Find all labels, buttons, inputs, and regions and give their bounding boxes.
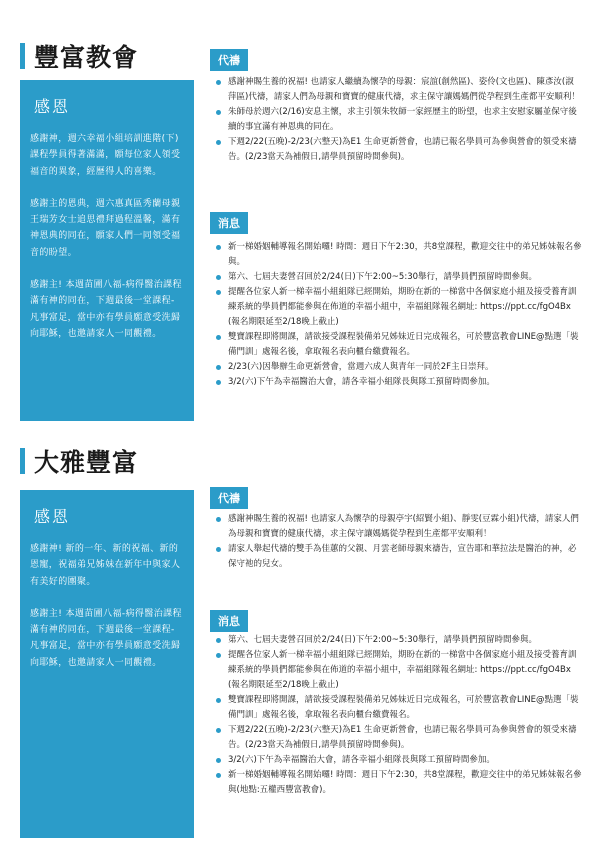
list-item: 新一梯婚姻輔導報名開始囉! 時間：週日下午2:30，共8堂課程，歡迎交往中的弟兄姊妹報名參與(地點:五權西豐富教會)。 — [212, 768, 582, 798]
panel-paragraph: 感謝主的恩典，週六惠真區秀蘭母親王瑞芳女士追思禮拜過程溫馨，滿有神恩典的同在，願家人們一同領受福音的盼望。 — [30, 198, 181, 258]
list-item: 下週2/22(五晚)-2/23(六整天)為E1 生命更新營會，也請已報名學員可為參與營會的領受來禱告。(2/23當天為補假日,請學員預留時間參與)。 — [212, 723, 582, 753]
title-accent-bar — [20, 448, 25, 474]
list-item: 感謝神賜生養的祝福! 也請家人為懷孕的母親亭宇(紹賢小組)、靜雯(豆霖小組)代禱，請家人們為母親和寶寶的健康代禱，求主保守讓媽媽從孕程到生產都平安順利！ — [212, 512, 582, 542]
prayer-list — [212, 75, 582, 165]
list-item: 雙寶課程即將開課，請欲接受課程裝備弟兄姊妹近日完成報名，可於豐富教會LINE@點選「裝備門訓」處報名後，拿取報名表向櫃台繳費報名。 — [212, 693, 582, 723]
list-item: 雙寶課程即將開課，請欲接受課程裝備弟兄姊妹近日完成報名，可於豐富教會LINE@點選「裝備門訓」處報名後，拿取報名表向櫃台繳費報名。 — [212, 330, 582, 360]
panel-paragraph: 感謝神，週六幸福小組培訓進階(下)課程學員得著滿滿，願每位家人領受福音的異象，經歷得人的喜樂。 — [30, 134, 181, 177]
list-item: 提醒各位家人新一梯幸福小組組隊已經開始，期盼在新的一梯當中各個家庭小組及接受養育訓練系統的學員們都能參與在佈道的幸福小組中，幸福組隊報名網址: https://ppt.cc/fgO4Bx (報名期限延至2/18晚上截止) — [212, 285, 582, 330]
prayer-label: 代禱 — [210, 487, 248, 509]
title-accent-bar — [20, 43, 25, 69]
prayer-list — [212, 512, 582, 572]
list-item: 第六、七屆夫妻營召回於2/24(日)下午2:00~5:30舉行，請學員們預留時間參與。 — [212, 633, 582, 648]
list-item: 提醒各位家人新一梯幸福小組組隊已經開始，期盼在新的一梯當中各個家庭小組及接受養育訓練系統的學員們都能參與在佈道的幸福小組中，幸福組隊報名網址: https://ppt.cc/fgO4Bx (報名期限延至2/18晚上截止) — [212, 648, 582, 693]
news-label: 消息 — [210, 610, 248, 632]
list-item: 新一梯婚姻輔導報名開始囉! 時間：週日下午2:30，共8堂課程，歡迎交往中的弟兄姊妹報名參與。 — [212, 240, 582, 270]
thanksgiving-panel — [20, 490, 194, 838]
section-title-daya — [20, 443, 138, 479]
list-item: 朱師母於週六(2/16)安息主懷，求主引領朱牧師一家經歷主的盼望，也求主安慰家屬並保守後續的事宜滿有神恩典的同在。 — [212, 105, 582, 135]
list-item: 請家人舉起代禱的雙手為佳蕙的父親、月雲老師母親來禱告，宣告耶和華拉法是醫治的神，必保守祂的兒女。 — [212, 542, 582, 572]
list-item: 3/2(六)下午為幸福醫治大會，請各幸福小組隊長與隊工預留時間參加。 — [212, 753, 582, 768]
news-list — [212, 240, 582, 390]
section-title-text: 大雅豐富 — [34, 448, 139, 477]
panel-heading: 感恩 — [34, 97, 71, 116]
panel-paragraph: 感謝神! 新的一年、新的祝福、新的恩寵，祝福弟兄姊妹在新年中與家人有美好的團聚。 — [30, 544, 181, 587]
news-label: 消息 — [210, 212, 248, 234]
section-title-fengfu — [20, 38, 138, 74]
prayer-label: 代禱 — [210, 49, 248, 71]
panel-paragraph: 感謝主! 本週苗圃八福-病得醫治課程滿有神的同在，下週最後一堂課程-凡事富足，當中亦有學員願意受洗歸向耶穌，也邀請家人一同觀禮。 — [30, 280, 182, 339]
list-item: 3/2(六)下午為幸福醫治大會，請各幸福小組隊長與隊工預留時間參加。 — [212, 375, 582, 390]
news-list — [212, 633, 582, 798]
thanksgiving-panel — [20, 80, 194, 421]
list-item: 第六、七屆夫妻營召回於2/24(日)下午2:00~5:30舉行，請學員們預留時間參與。 — [212, 270, 582, 285]
list-item: 2/23(六)因舉辦生命更新營會，當週六成人與青年一同於2F主日崇拜。 — [212, 360, 582, 375]
panel-paragraph: 感謝主! 本週苗圃八福-病得醫治課程滿有神的同在，下週最後一堂課程-凡事富足，當中亦有學員願意受洗歸向耶穌，也邀請家人一同觀禮。 — [30, 608, 182, 668]
list-item: 感謝神賜生養的祝福! 也請家人繼續為懷孕的母親：宸誼(創然區)、姿伶(文也區)、陳彥汝(淑萍區)代禱，請家人們為母親和寶寶的健康代禱，求主保守讓媽媽們從孕程到生產都平安順利！ — [212, 75, 582, 105]
list-item: 下週2/22(五晚)-2/23(六整天)為E1 生命更新營會，也請已報名學員可為參與營會的領受來禱告。(2/23當天為補假日,請學員預留時間參與)。 — [212, 135, 582, 165]
section-title-text: 豐富教會 — [34, 43, 139, 72]
panel-heading: 感恩 — [34, 507, 71, 526]
